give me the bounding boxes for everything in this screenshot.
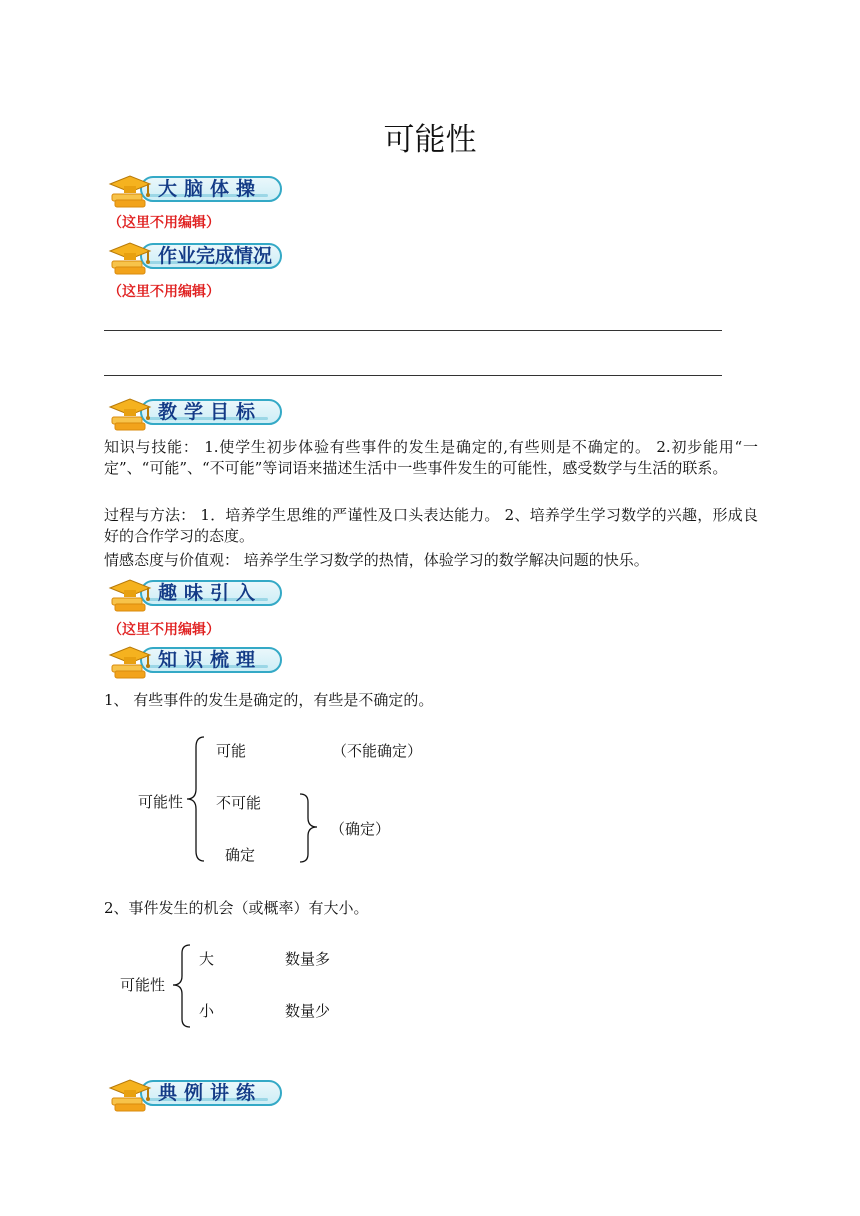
blank-line — [104, 375, 722, 376]
diagram2-root: 可能性 — [120, 976, 166, 994]
page-title: 可能性 — [383, 122, 477, 158]
diagram1-uncertain-note: （不能确定） — [332, 742, 423, 760]
goals-attitude-values: 情感态度与价值观： 培养学生学习数学的热情，体验学习的数学解决问题的快乐。 — [104, 551, 649, 569]
edit-note: （这里不用编辑） — [108, 622, 220, 638]
edit-note: （这里不用编辑） — [108, 215, 220, 231]
banner-label: 趣味引入 — [158, 582, 263, 604]
diagram1-item-possible: 可能 — [216, 742, 247, 760]
section-banner-goals — [106, 393, 286, 433]
diagram1-root: 可能性 — [138, 793, 184, 811]
section-banner-knowledge — [106, 641, 286, 681]
section-banner-brain — [106, 170, 286, 210]
left-brace-icon — [184, 735, 206, 863]
banner-label: 典例讲练 — [158, 1082, 263, 1104]
knowledge-point-2: 2、事件发生的机会（或概率）有大小。 — [104, 899, 369, 917]
banner-label: 作业完成情况 — [158, 245, 273, 267]
graduation-book-icon — [106, 393, 162, 437]
diagram2-note-more: 数量多 — [285, 950, 331, 968]
banner-label: 教学目标 — [158, 401, 263, 423]
goals-knowledge-skills: 知识与技能： 1.使学生初步体验有些事件的发生是确定的,有些则是不确定的。 2.初步能用“一定”、“可能”、“不可能”等词语来描述生活中一些事件发生的可能性，感受数学与生活的联系。 — [104, 438, 758, 477]
section-banner-intro — [106, 574, 286, 614]
section-banner-homework — [106, 237, 286, 277]
diagram2-item-small: 小 — [199, 1002, 215, 1020]
goals-process-method: 过程与方法： 1．培养学生思维的严谨性及口头表达能力。 2、培养学生学习数学的兴趣，形成良好的合作学习的态度。 — [104, 506, 758, 545]
blank-line — [104, 330, 722, 331]
diagram1-certain-note: （确定） — [330, 820, 391, 838]
section-banner-examples — [106, 1074, 286, 1114]
diagram2-item-large: 大 — [199, 950, 215, 968]
banner-label: 大脑体操 — [158, 178, 263, 200]
left-brace-icon — [170, 943, 192, 1029]
graduation-book-icon — [106, 641, 162, 685]
graduation-book-icon — [106, 574, 162, 618]
diagram1-item-impossible: 不可能 — [216, 794, 262, 812]
knowledge-point-1: 1、 有些事件的发生是确定的，有些是不确定的。 — [104, 691, 434, 709]
banner-label: 知识梳理 — [158, 649, 263, 671]
right-brace-icon — [298, 792, 320, 864]
diagram2-note-less: 数量少 — [285, 1002, 331, 1020]
graduation-book-icon — [106, 1074, 162, 1118]
diagram1-item-certain: 确定 — [225, 846, 256, 864]
graduation-book-icon — [106, 170, 162, 214]
graduation-book-icon — [106, 237, 162, 281]
edit-note: （这里不用编辑） — [108, 284, 220, 300]
